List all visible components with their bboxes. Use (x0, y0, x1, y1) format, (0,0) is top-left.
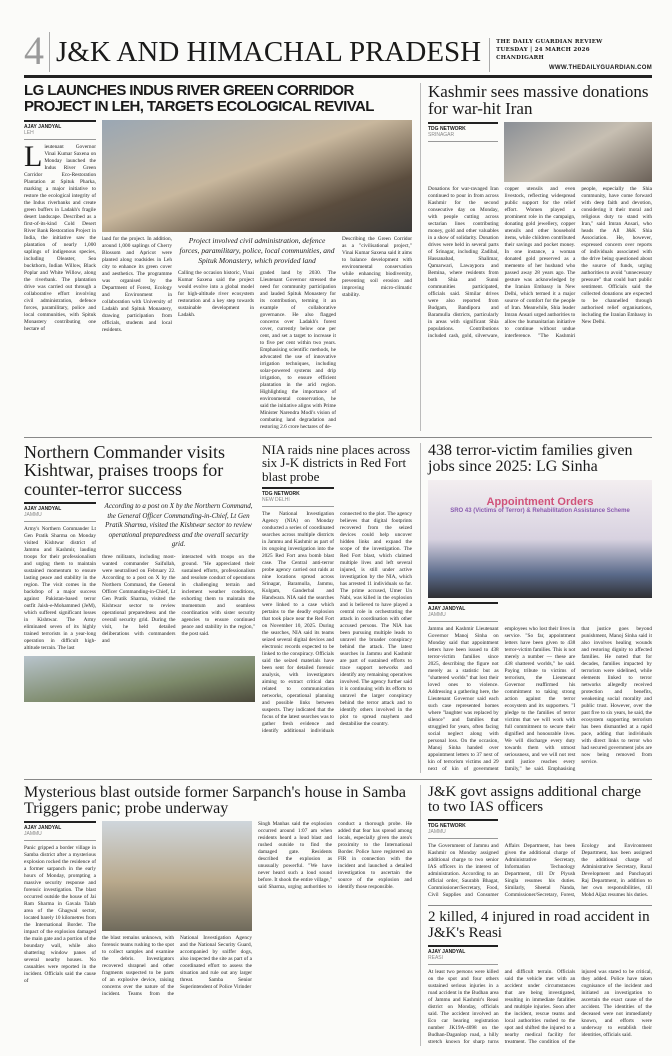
nia-body: The National Investigation Agency (NIA) on Monday conducted a series of coordinated searches across multiple districts in Jammu and Kashmir as part of its ongoing investigation into the 2025 Red Fort area bomb blast case. The Central anti-terror probe agency carried out raids at nine locations spread across Srinagar, Baramulla, Jammu, Kulgam, Ganderbal and Handwara. NIA said the searches were linked to a case which pertains to the deadly explosion that took place near the Red Fort on November 10, 2025. During the searches, NIA said its teams seized several digital devices and electronic records expected to be linked to the conspiracy. Officials said the seized materials have been sent for detailed forensic analysis, with investigators aiming to extract critical data related to communication networks, operational planning and possible links between suspects. They indicated that the focus of the latest searches was to gather fresh evidence and identify additional individuals connected to the plot. The agency believes that digital footprints recovered from the seized devices could help uncover hidden links and expand the scope of the investigation. The Red Fort blast, which claimed multiple lives and left several injured, is still under active investigation by the NIA, which has arrested 11 individuals so far. The prime accused, Umer Un Nabi, was killed in the explosion and is believed to have played a central role in orchestrating the attack in coordination with other accused persons. The NIA has been pursuing multiple leads to unravel the broader conspiracy behind the attack. The latest searches in Jammu and Kashmir are part of sustained efforts to trace support networks and identify any remaining operatives involved. The agency further said it is continuing with its efforts to unravel the larger conspiracy behind the terror attack and to identify others involved in the plot to spread mayhem and destabilise the country. (262, 510, 412, 734)
dateline: REASI (428, 955, 498, 965)
kishtwar-col3: interacted with troops on the ground. "He appreciated their sustained efforts, professionalism and resolute conduct of operations in challenging terrain and inclement weather conditions, exhorting them to maintain the momentum and seamless coordination with sister security agencies to ensure continued peace and stability in the region," the post said. (181, 553, 255, 637)
column-divider (420, 83, 421, 431)
body-text: ieutenant Governor Vinai Kumar Saxena on Monday launched the Indus River Green Corridor Eco-Restoration Plantation at Spituk Pharka, marking a major initiative to restore the ecological integrity of the Indus riverbanks and create green buffers in Ladakh's fragile desert landscape. Described as a first-of-its-kind Cold Desert River Bank Restoration Project in India, the initiative saw the plantation of nearly 1,000 saplings of indigenous species, including Oleaster, Sea buckthorn, Indian Willow, Black Poplar and White Willow, along the riverbank. The plantation drive was carried out through a collaborative effort involving civil administration, defence forces, paramilitary, police and local communities, with Spituk Monastery contributing one hectare of (24, 144, 96, 332)
leh-photo (102, 120, 412, 232)
row-middle-left (24, 443, 412, 773)
leh-byline (24, 120, 96, 140)
jobs-byline (428, 602, 498, 622)
jobs-headline: 438 terror-victim families given jobs since 2025: LG Sinha (428, 442, 633, 476)
leh-col5: Describing the Green Corridor as a "civilisational project," Vinai Kumar Saxena said it aims to balance development with environmental conservation while enhancing biodiversity, preventing soil erosion and improving micro-climatic stability. (342, 236, 412, 298)
leh-col1 (24, 140, 96, 333)
column-divider (420, 785, 421, 1046)
row-bottom (24, 785, 652, 1046)
kishtwar-headline: Northern Commander visits Kishtwar, praises troops for counter-terror success (24, 442, 225, 499)
page-number: 4 (24, 28, 44, 73)
ias-byline (428, 819, 498, 839)
samba-article (24, 785, 412, 1046)
author: AJAY JANDYAL (24, 124, 62, 130)
iran-article (428, 83, 652, 431)
dateline: JAMMU (24, 831, 96, 841)
samba-byline (24, 821, 96, 841)
drop-cap: L (24, 140, 43, 173)
section-title: J&K AND HIMACHAL PRADESH (49, 32, 489, 72)
samba-col1: Panic gripped a border village in Samba district after a mysterious explosion rocked the residence of a former sarpanch in the early hours of Monday, prompting a massive security response and forensic investigation. The blast occurred outside the house of Jai Ram Sharma in Gavala Talab area of the Ghagwal sector, located barely 10 kilometres from the International Border. The impact of the explosion damaged the main gate and a portion of the boundary wall, while also shattering window panes of several nearby houses. No casualties were reported in the incident. Officials said the cause of (24, 845, 96, 985)
leh-article (24, 83, 412, 431)
kishtwar-article (24, 443, 255, 773)
column-divider (420, 443, 421, 773)
leh-col2: land for the project. In addition, around 1,000 saplings of Cherry Blossom and Apricot were planted along roadsides in Leh city to enhance its green cover and aesthetics. The programme was organised by the Department of Forest, Ecology and Environment in collaboration with University of Ladakh and Spituk Monastery, drawing participation from officials, students and local residents. (102, 236, 172, 333)
dateline: NEW DELHI (262, 497, 334, 507)
kishtwar-col2: three militants, including most-wanted commander Saifullah, were neutralised on February 22. According to a post on X by the Northern Command, the General Officer Commanding-in-Chief, Lt Gen Pratik Sharma, visited the Kishtwar sector to review operational preparedness and the overall security grid. During the visit, he held detailed deliberations with commanders and (102, 553, 176, 644)
kishtwar-pullquote: According to a post on X by the Northern Command, the General Officer Commanding-in-Chief, Lt Gen Pratik Sharma, visited the Kishtwar sector to review operational preparedness and the overall security grid. (104, 502, 253, 549)
website-link[interactable]: WWW.THEDAILYGUARDIAN.COM (549, 65, 652, 71)
dateline: JAMMU (428, 829, 498, 839)
kishtwar-photo (24, 656, 255, 702)
jobs-article (428, 443, 652, 773)
reasi-body: At least two persons were killed on the spot and four others sustained serious injuries in a road accident in the Budhan area of Jammu and Kashmir's Reasi district on Monday, officials said. The accident involved an Eco car bearing registration number JK19A-4098 on the Budhan-Daganlop road, a hilly stretch known for sharp turns and difficult terrain. Officials said the vehicle met with an accident under circumstances that are being investigated, resulting in immediate fatalities and multiple injuries. Soon after the incident, rescue teams and local authorities rushed to the spot and shifted the injured to a nearby medical facility for treatment. The condition of the injured was stated to be critical, they added. Police have taken cognisance of the incident and initiated an investigation to ascertain the exact cause of the accident. The identities of the deceased were not immediately known, and efforts were underway to establish their identities, officials said. (428, 968, 652, 1045)
dateline: JAMMU (24, 512, 96, 522)
ias-body: The Government of Jammu and Kashmir on Monday assigned additional charge to two senior IAS officers in the interest of administration. According to an official order, Saurabh Bhagat, Commissioner/Secretary, Food, Civil Supplies and Consumer Affairs Department, has been given the additional charge of Administrative Secretary, Information Technology Department, till Dr Piyush Singla resumes his duties. Similarly, Sheetal Nanda, Commissioner/Secretary, Forest, Ecology and Environment Department, has been assigned the additional charge of Administrative Secretary, Rural Development and Panchayati Raj Department, in addition to her own responsibilities, till Mohd Aijaz resumes his duties. (428, 843, 652, 899)
iran-photo (504, 122, 652, 182)
row-divider (24, 437, 652, 438)
author: AJAY JANDYAL (24, 506, 62, 513)
dateline: JAMMU (428, 612, 498, 622)
author: TDG NETWORK (262, 490, 300, 497)
author: AJAY JANDYAL (428, 605, 466, 612)
nia-article (262, 443, 412, 773)
leh-col3: Calling the occasion historic, Vinai Kumar Saxena said the project would evolve into a global model for high-altitude river ecosystem restoration and a key step towards sustainable development in Ladakh. (178, 270, 254, 318)
paper-name: THE DAILY GUARDIAN REVIEW (496, 39, 603, 45)
samba-col2: the blast remains unknown, with forensic teams rushing to the spot to collect samples and examine the debris. Investigators recovered shrapnel and other fragments suspected to be parts of an explosive device, raising concerns over the nature of the incident. Teams from the National Investigation Agency and the National Security Guard, accompanied by sniffer dogs, also inspected the site as part of a coordinated effort to assess the situation and rule out any larger threat. Samba Senior Superintendent of Police Virinder (102, 935, 252, 998)
jobs-photo (428, 480, 652, 598)
iran-headline: Kashmir sees massive donations for war-hit Iran (428, 82, 649, 119)
photo-banner-text: Appointment Orders (486, 495, 594, 508)
dateline: SRINAGAR (428, 132, 498, 142)
author: TDG NETWORK (428, 125, 466, 132)
samba-photo (102, 821, 252, 931)
kishtwar-byline (24, 502, 96, 522)
samba-headline: Mysterious blast outside former Sarpanch's house in Samba Triggers panic; probe underway (24, 783, 406, 817)
issue-date: TUESDAY | 24 MARCH 2026 (496, 47, 590, 53)
author: AJAY JANDYAL (24, 825, 62, 832)
masthead-meta (489, 38, 652, 72)
masthead (24, 30, 652, 78)
iran-byline (428, 122, 498, 142)
nia-headline: NIA raids nine places across six J-K districts in Red Fort blast probe (262, 442, 411, 484)
author: TDG NETWORK (428, 823, 466, 830)
author: AJAY JANDYAL (428, 948, 466, 955)
reasi-article (428, 905, 652, 1046)
dateline: LEH (24, 130, 96, 140)
jobs-body: Jammu and Kashmir Lieutenant Governor Manoj Sinha on Monday said that appointment letters have been issued to 438 terror-victim families since 2025, describing the figure not merely as a statistic but as "shattered worlds" that lost their loved ones to violence. Addressing a gathering here, the Lieutenant Governor said each such case represented homes where "laughter was replaced by silence" and families that struggled for years, often facing social neglect along with personal loss. On the occasion, Manoj Sinha handed over appointment letters to 37 next of kin of terrorism victims and 29 next of kin of government employees who lost their lives in service. "So far, appointment letters have been given to 438 terror-victim families. This is not merely a number — these are 438 shattered worlds," he said. Paying tribute to victims of terrorism, the Lieutenant Governor reaffirmed his commitment to taking strong action against the terror ecosystem and its supporters. "I pledge to the families of terror victims that we will work with full commitment to secure their dignified and honourable lives. We will discharge every duty towards them with utmost seriousness, and we will not rest until justice reaches every family," he said. Emphasising that justice goes beyond punishment, Manoj Sinha said it also involves healing wounds and restoring dignity to affected families. He noted that for decades, families impacted by terrorism were sidelined, while elements linked to terror networks allegedly received protection and benefits, weakening social morality and public trust. However, over the past five to six years, he said, the ecosystem supporting terrorism has been dismantled at a rapid pace, adding that individuals with direct links to terror who had secured government jobs are now being removed from service. (428, 625, 652, 772)
row-middle (24, 443, 652, 773)
row-top (24, 83, 652, 431)
ias-headline: J&K govt assigns additional charge to two IAS officers (428, 783, 642, 815)
ias-article (428, 785, 652, 900)
samba-col3: Singh Manhas said the explosion occurred around 1:07 am when residents heard a loud blast and rushed outside to find the damaged gate. Residents described the explosion as unusually powerful. "We have never heard such a loud sound before. It shook the entire village," said Sharma, urging authorities to conduct a thorough probe. He added that fear has spread among locals, especially given the area's proximity to the International Border. Police have registered an FIR in connection with the incident and launched a detailed investigation to ascertain the source of the explosion and identify those responsible. (258, 821, 412, 891)
photo-banner-sub: SRO 43 (Victims of Terror) & Rehabilitation Assistance Scheme (450, 507, 630, 514)
reasi-byline (428, 945, 498, 965)
reasi-headline: 2 killed, 4 injured in road accident in J&K's Reasi (428, 909, 650, 941)
city: CHANDIGARH (496, 55, 545, 61)
leh-pullquote: Project involved civil administration, defence forces, paramilitary, police, local communities, and Spituk Monastery, which provided land (179, 236, 335, 265)
leh-col4: graded land by 2030. The Lieutenant Governor stressed the need for community participation and lauded Spituk Monastery for its contribution, terming it an example of collaborative governance. He also flagged concerns over Ladakh's forest cover, currently below one per cent, and set a target to increase it to five per cent within two years. Emphasising scientific methods, he advocated the use of innovative irrigation techniques, including solar-powered systems and drip irrigation, to ensure efficient plantation in the arid region. Highlighting the importance of environmental conservation, he said the initiative aligns with Prime Minister Narendra Modi's vision of combating land degradation and restoring 2.6 crore hectares of de- (260, 270, 336, 430)
row-divider (24, 779, 652, 780)
kishtwar-col1: Army's Northern Commander Lt Gen Pratik Sharma on Monday visited Kishtwar district of Jammu and Kashmir, lauding troops for their professionalism and urging them to maintain sustained momentum to ensure lasting peace and stability in the region. The visit comes in the backdrop of a major success against Pakistan-based terror outfit Jaish-e-Mohammed (JeM), which suffered significant losses in Kishtwar. The Army eliminated seven of its highly trained terrorists in a year-long operation in difficult high-altitude terrain. The last (24, 526, 96, 652)
iran-body: Donations for war-ravaged Iran continued to pour in from across Kashmir for the second consecutive day on Monday, with people cutting across sectarian lines contributing money, gold and other valuables in a show of solidarity. Donation drives were held in several parts of Srinagar, including Zadibal, Hassanabad, Shalimar, Qamarwari, Lawaypora and Bemina, where residents from both Shia and Sunni communities participated, officials said. Similar drives were also reported from Budgam, Bandipora and Baramulla districts, particularly in areas with significant Shia populations. Contributions included cash, gold, silverware, copper utensils and even livestock, reflecting widespread public support for the relief effort. Women played a prominent role in the campaign, donating gold jewellery, copper utensils and other household items, while children contributed their savings and pocket money. In one instance, a woman donated gold preserved as a memento of her husband who passed away 28 years ago. The gesture was acknowledged by the Iranian Embassy in New Delhi, which termed it a major source of comfort for the people of Iran. Meanwhile, Shia leader Imran Ansari urged authorities to allow the humanitarian initiative to continue without undue interference. "The Kashmiri people, especially the Shia community, have come forward with deep faith and devotion, considering it their moral and religious duty to stand with Iran," said Imran Ansari, who heads the All J&K Shia Association. He, however, expressed concern over reports of individuals associated with the drive being questioned about the source of funds, urging authorities to avoid "unnecessary pressure" that could hurt public sentiment. Officials said the collected donations are expected to be channelled through authorised relief organisations, including the Iranian Embassy in New Delhi. (428, 185, 652, 339)
row-bottom-right (428, 785, 652, 1046)
nia-byline (262, 487, 334, 507)
leh-headline: LG LAUNCHES INDUS RIVER GREEN CORRIDOR PROJECT IN LEH, TARGETS ECOLOGICAL REVIVAL (24, 82, 374, 115)
